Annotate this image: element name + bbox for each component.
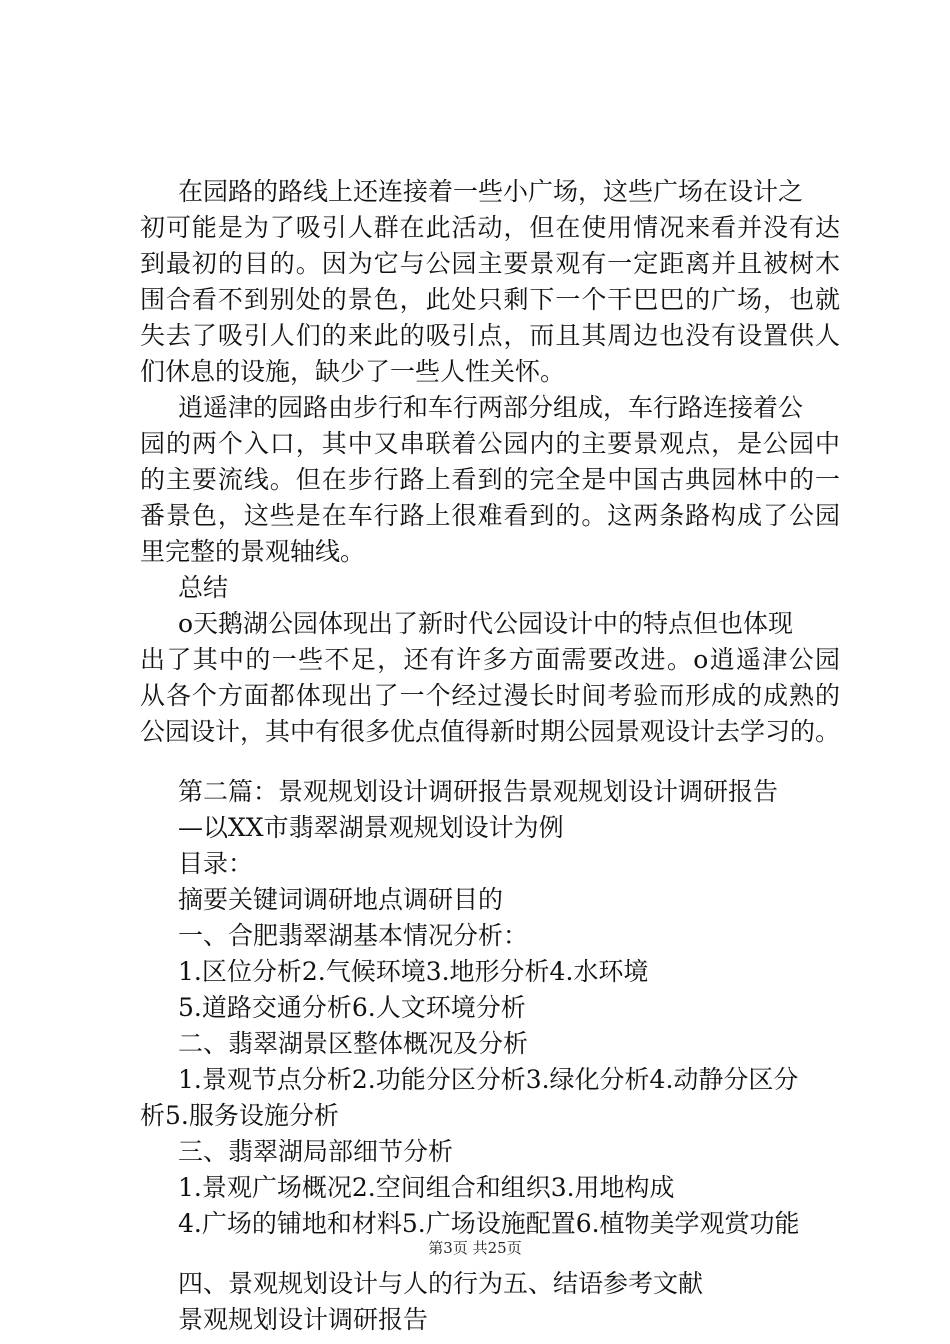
text-line: 围合看不到别处的景色，此处只剩下一个干巴巴的广场，也就 xyxy=(140,285,840,314)
toc-item: 1.区位分析2.气候环境3.地形分析4.水环境 xyxy=(178,957,649,986)
chapter-title: 第二篇：景观规划设计调研报告景观规划设计调研报告 xyxy=(178,777,779,806)
text-line: 在园路的路线上还连接着一些小广场，这些广场在设计之 xyxy=(178,177,804,206)
text-line: 公园设计，其中有很多优点值得新时期公园景观设计去学习的。 xyxy=(140,717,841,746)
toc-item: 三、翡翠湖局部细节分析 xyxy=(178,1137,454,1166)
toc-item: 二、翡翠湖景区整体概况及分析 xyxy=(178,1029,529,1058)
text-line: 景观规划设计调研报告 xyxy=(178,1305,429,1334)
text-line: 逍遥津的园路由步行和车行两部分组成，车行路连接着公 xyxy=(178,393,804,422)
text-line: 初可能是为了吸引人群在此活动，但在使用情况来看并没有达 xyxy=(140,213,840,242)
toc-item: 1.景观广场概况2.空间组合和组织3.用地构成 xyxy=(178,1173,675,1202)
page-footer: 第3页 共25页 xyxy=(428,1239,522,1257)
toc-item: 1.景观节点分析2.功能分区分析3.绿化分析4.动静分区分 xyxy=(178,1065,799,1094)
toc-item: 一、合肥翡翠湖基本情况分析： xyxy=(178,921,529,950)
toc-heading: 目录： xyxy=(178,849,254,878)
text-line: 失去了吸引人们的来此的吸引点，而且其周边也没有设置供人 xyxy=(140,321,840,350)
toc-item: 四、景观规划设计与人的行为五、结语参考文献 xyxy=(178,1269,704,1298)
toc-item: 析5.服务设施分析 xyxy=(140,1101,339,1130)
toc-item: 5.道路交通分析6.人文环境分析 xyxy=(178,993,526,1022)
text-line: 们休息的设施，缺少了一些人性关怀。 xyxy=(140,357,566,386)
toc-item: 4.广场的铺地和材料5.广场设施配置6.植物美学观赏功能 xyxy=(178,1209,800,1238)
text-line: 园的两个入口，其中又串联着公园内的主要景观点，是公园中 xyxy=(140,429,840,458)
text-line: 里完整的景观轴线。 xyxy=(140,537,366,566)
text-line: 到最初的目的。因为它与公园主要景观有一定距离并且被树木 xyxy=(140,249,840,278)
text-line: 的主要流线。但在步行路上看到的完全是中国古典园林中的一 xyxy=(140,465,840,494)
text-line: 从各个方面都体现出了一个经过漫长时间考验而形成的成熟的 xyxy=(140,681,840,710)
toc-item: 摘要关键词调研地点调研目的 xyxy=(178,885,504,914)
chapter-subtitle: —以XX市翡翠湖景观规划设计为例 xyxy=(178,813,564,842)
text-line: o天鹅湖公园体现出了新时代公园设计中的特点但也体现 xyxy=(178,609,794,638)
section-heading: 总结 xyxy=(178,573,229,602)
text-line: 番景色，这些是在车行路上很难看到的。这两条路构成了公园 xyxy=(140,501,840,530)
text-line: 出了其中的一些不足，还有许多方面需要改进。o逍遥津公园 xyxy=(140,645,840,674)
